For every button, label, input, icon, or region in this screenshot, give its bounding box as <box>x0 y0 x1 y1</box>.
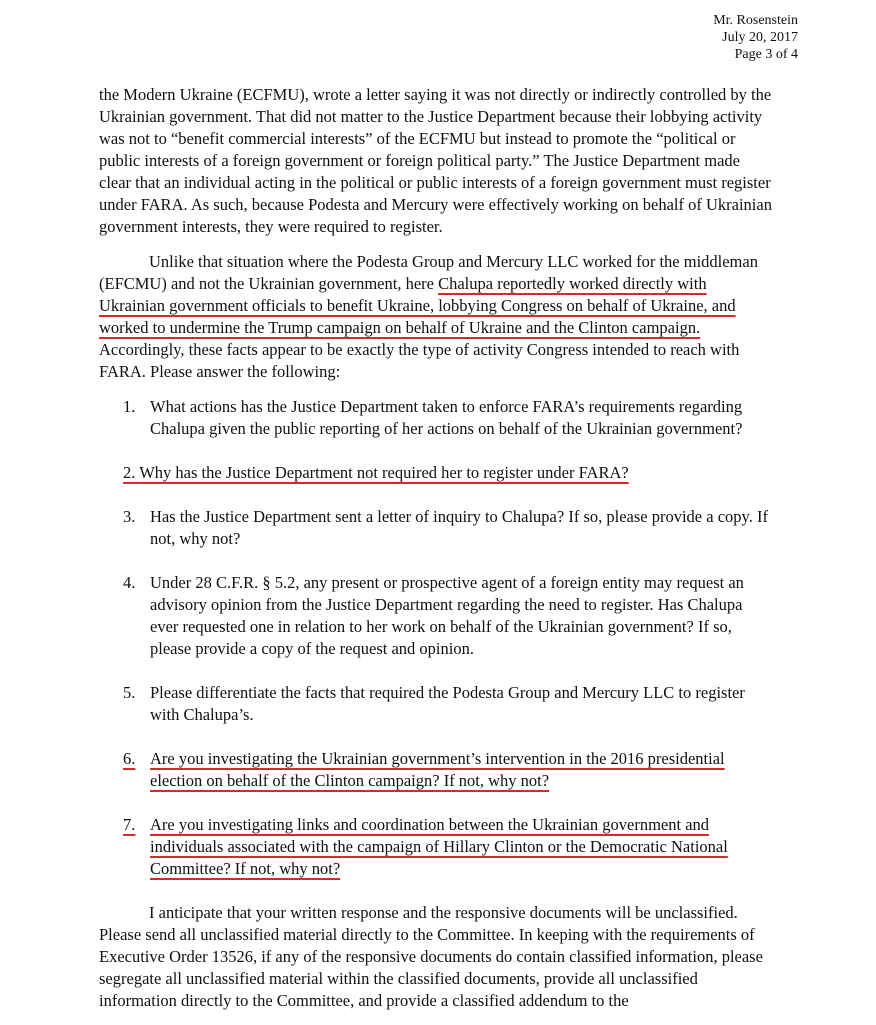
question-text: Under 28 C.F.R. § 5.2, any present or prospective agent of a foreign entity may request an advisory opinion from the Justice Department regarding the need to register. Has Chalupa ever requested one in relation to her work on behalf of the Ukrainian government? If so, please provide a copy of the request and opinion. <box>150 573 744 658</box>
question-text: Has the Justice Department sent a letter of inquiry to Chalupa? If so, please provide a copy. If not, why not? <box>150 507 768 548</box>
question-item-2 <box>123 462 772 484</box>
question-item-7 <box>123 814 772 880</box>
highlighted-chalupa-claim: Chalupa reportedly worked directly with Ukrainian government officials to benefit Ukraine, lobbying Congress on behalf of Ukraine, and worked to undermine the Trump campaign on behalf of Ukraine and the Clinton campaign. <box>99 274 736 337</box>
paragraph-chalupa-intro: Unlike that situation where the Podesta Group and Mercury LLC worked for the middleman (EFCMU) and not the Ukrainian government, here <box>99 252 758 293</box>
question-text-highlighted: Are you investigating the Ukrainian government’s intervention in the 2016 presidential election on behalf of the Clinton campaign? If not, why not? <box>150 749 725 790</box>
question-number: 2. <box>123 463 136 482</box>
question-number: 1. <box>123 397 136 416</box>
question-item-4 <box>123 572 772 660</box>
question-text: What actions has the Justice Department taken to enforce FARA’s requirements regarding Chalupa given the public reporting of her actions on behalf of the Ukrainian government? <box>150 397 743 438</box>
question-text: Why has the Justice Department not required her to register under FARA? <box>139 463 629 482</box>
question-number: 6. <box>123 749 136 768</box>
paragraph-classification: I anticipate that your written response and the responsive documents will be unclassified. Please send all unclassified material directly to the Committee. In keeping with the requirements of Executive Order 13526, if any of the responsive documents do contain classified information, please segregate all unclassified material within the classified documents, provide all unclassified information directly to the Committee, and provide a classified addendum to the <box>99 903 763 1010</box>
header-page-number: Page 3 of 4 <box>734 47 798 62</box>
letter-body <box>99 84 772 1025</box>
paragraph-chalupa <box>99 251 772 383</box>
page-header <box>713 12 798 63</box>
question-text: Please differentiate the facts that required the Podesta Group and Mercury LLC to register with Chalupa’s. <box>150 683 745 724</box>
question-number: 4. <box>123 573 136 592</box>
question-item-6 <box>123 748 772 792</box>
question-number: 5. <box>123 683 136 702</box>
paragraph-chalupa-outro: Accordingly, these facts appear to be exactly the type of activity Congress intended to reach with FARA. Please answer the following: <box>99 340 740 381</box>
header-date: July 20, 2017 <box>722 30 798 45</box>
question-list <box>99 396 772 880</box>
question-text-highlighted <box>123 462 772 484</box>
question-item-5 <box>123 682 772 726</box>
header-recipient: Mr. Rosenstein <box>713 13 798 28</box>
question-item-3 <box>123 506 772 550</box>
question-item-1 <box>123 396 772 440</box>
question-number: 7. <box>123 815 136 834</box>
question-number: 3. <box>123 507 136 526</box>
question-text-highlighted: Are you investigating links and coordination between the Ukrainian government and individuals associated with the campaign of Hillary Clinton or the Democratic National Committee? If not, why not? <box>150 815 728 878</box>
paragraph-ecfmu: the Modern Ukraine (ECFMU), wrote a letter saying it was not directly or indirectly controlled by the Ukrainian government. That did not matter to the Justice Department because their lobbying activity was not to “benefit commercial interests” of the ECFMU but instead to promote the “political or public interests of a foreign government or foreign political party.” The Justice Department made clear that an individual acting in the political or public interests of a foreign government must register under FARA. As such, because Podesta and Mercury were effectively working on behalf of Ukrainian government interests, they were required to register. <box>99 85 772 236</box>
